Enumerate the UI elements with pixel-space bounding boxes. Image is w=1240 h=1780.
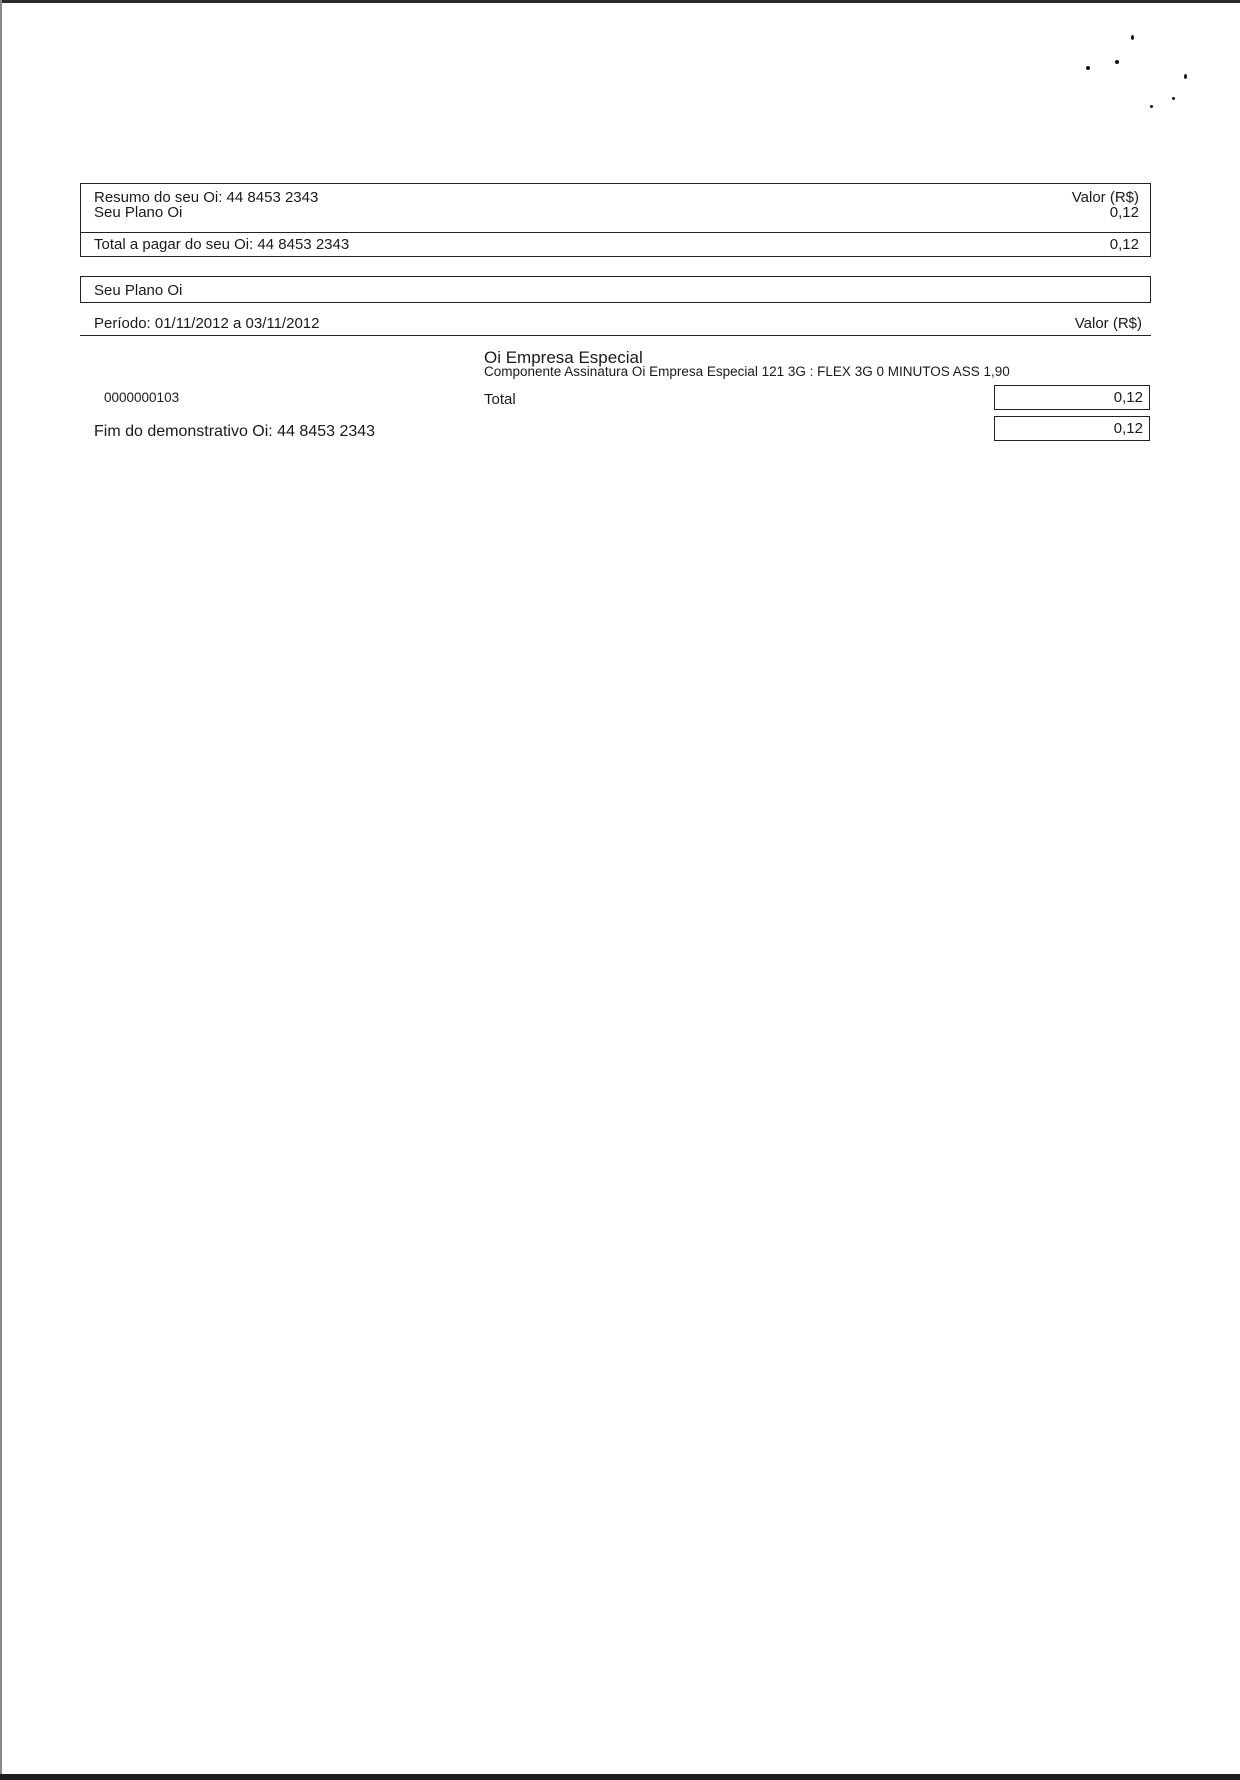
end-of-statement-value: 0,12: [1113, 420, 1143, 437]
plan-item-code: 0000000103: [104, 390, 180, 405]
summary-total-label: Total a pagar do seu Oi: 44 8453 2343: [94, 236, 350, 253]
summary-divider: [80, 232, 1151, 233]
summary-plan-label: Seu Plano Oi: [94, 204, 183, 221]
summary-total-value: 0,12: [1109, 236, 1139, 253]
plan-value-header: Valor (R$): [1074, 315, 1142, 332]
plan-section-box: [80, 276, 1151, 303]
end-of-statement-label: Fim do demonstrativo Oi: 44 8453 2343: [94, 423, 376, 440]
plan-total-value: 0,12: [1113, 389, 1143, 406]
plan-item-description: Componente Assinatura Oi Empresa Especial 121 3G : FLEX 3G 0 MINUTOS ASS 1,90: [484, 364, 1010, 379]
scan-edge-bottom: [0, 1774, 1240, 1780]
scan-speck: [1184, 74, 1187, 79]
scan-speck: [1150, 105, 1153, 108]
scan-speck: [1131, 35, 1134, 40]
plan-period-divider: [80, 335, 1151, 336]
plan-section-title: Seu Plano Oi: [94, 282, 183, 299]
summary-title: Resumo do seu Oi: 44 8453 2343: [94, 189, 319, 206]
scan-speck: [1115, 60, 1119, 64]
plan-total-label: Total: [484, 391, 516, 408]
summary-plan-value: 0,12: [1109, 204, 1139, 221]
plan-item-title: Oi Empresa Especial: [484, 348, 643, 367]
plan-period: Período: 01/11/2012 a 03/11/2012: [94, 315, 320, 332]
scan-speck: [1172, 97, 1175, 100]
scan-speck: [1086, 66, 1090, 70]
scan-edge-top: [0, 0, 1240, 3]
scan-edge-left: [0, 0, 2, 1780]
summary-value-header: Valor (R$): [1071, 189, 1139, 206]
